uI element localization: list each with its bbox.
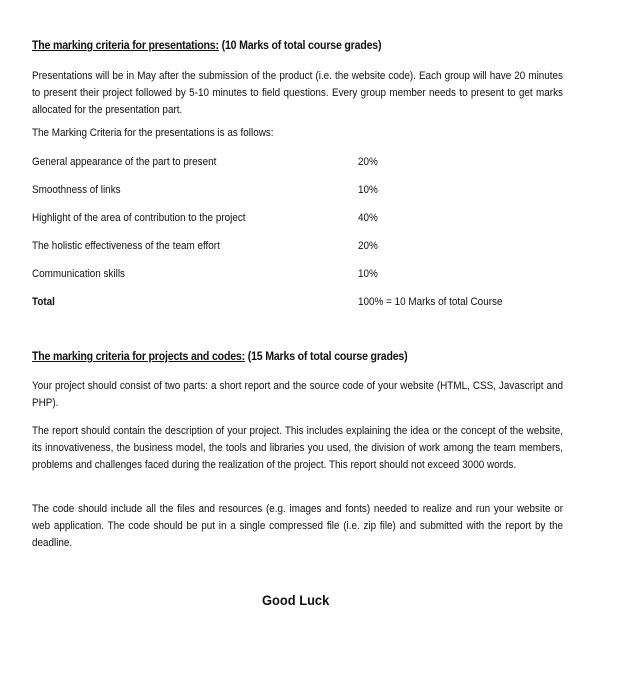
presentations-heading xyxy=(32,40,381,52)
criteria-label: The holistic effectiveness of the team effort xyxy=(32,240,220,252)
criteria-value: 40% xyxy=(358,212,378,224)
criteria-label: Communication skills xyxy=(32,268,125,280)
projects-heading xyxy=(32,351,407,363)
criteria-label: General appearance of the part to present xyxy=(32,156,217,168)
projects-paragraph-report: The report should contain the description of your project. This includes explaining the idea or the concept of the website, its innovativeness, the business model, the tools and libraries you used, the division of work among the team members, problems and challenges faced during the realization of the project. This report should not exceed 3000 words. xyxy=(32,425,563,471)
presentations-heading-title: The marking criteria for presentations: xyxy=(32,40,219,52)
presentations-heading-marks: (10 Marks of total course grades) xyxy=(218,40,382,52)
closing-text: Good Luck xyxy=(262,592,330,608)
criteria-value: 10% xyxy=(358,184,378,196)
criteria-label: Highlight of the area of contribution to the project xyxy=(32,212,246,224)
criteria-value: 10% xyxy=(358,268,378,280)
total-label: Total xyxy=(32,296,55,308)
total-value: 100% = 10 Marks of total Course xyxy=(358,296,503,308)
criteria-intro: The Marking Criteria for the presentations is as follows: xyxy=(32,127,274,139)
criteria-label: Smoothness of links xyxy=(32,184,121,196)
criteria-value: 20% xyxy=(358,240,378,252)
projects-paragraph-code: The code should include all the files and resources (e.g. images and fonts) needed to realize and run your website or web application. The code should be put in a single compressed file (i.e. zip file) and submitted with the report by the deadline. xyxy=(32,503,563,549)
projects-heading-marks: (15 Marks of total course grades) xyxy=(244,351,408,363)
presentations-intro: Presentations will be in May after the submission of the product (i.e. the website code). Each group will have 20 minutes to present their project followed by 5-10 minutes to field questions. Every group member needs to present to get marks allocated for the presentation part. xyxy=(32,70,563,116)
projects-paragraph-parts: Your project should consist of two parts: a short report and the source code of your website (HTML, CSS, Javascript and PHP). xyxy=(32,380,563,409)
projects-heading-title: The marking criteria for projects and codes: xyxy=(32,351,245,363)
criteria-value: 20% xyxy=(358,156,378,168)
